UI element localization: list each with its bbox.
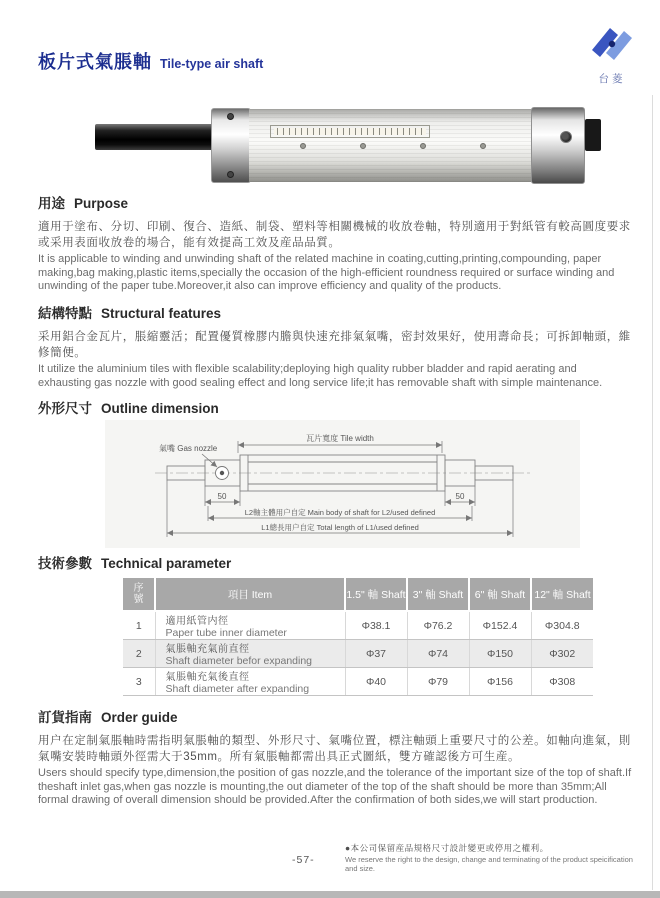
purpose-section <box>38 192 632 293</box>
purpose-body-zh: 適用于塗布、分切、印刷、復合、造紙、制袋、塑料等相關機械的收放卷軸，特別適用于對紙管有較高圓度要求或采用表面收放卷的場合，能有效提高工效及産品品質。 <box>38 221 631 250</box>
photo-gas-nozzle <box>560 131 572 143</box>
purpose-heading-en: Purpose <box>74 196 129 211</box>
photo-screw-icon <box>420 143 426 149</box>
bullet-icon: ● <box>345 843 351 853</box>
drawing-gas-nozzle-label: 氣嘴 Gas nozzle <box>159 444 218 453</box>
purpose-body-en: It is applicable to winding and unwinding shaft of the related machine in coating,cutting,printing,compounding, paper making,bag making,plastic items,specially the occasion of the high-efficient roundness required or surface winding and unwinding of the paper tube.Moreover,it also can improve efficiency and quality of the products. <box>38 253 615 292</box>
outline-heading <box>38 397 632 417</box>
row-item: 氣脹軸充氣後直徑 Shaft diameter after expanding <box>155 668 345 696</box>
features-body-zh: 采用鋁合金瓦片，脹縮靈活；配置優質橡膠内膽與快速充排氣氣嘴，密封效果好，使用壽命長；可拆卸軸頭，維修簡便。 <box>38 331 631 360</box>
footer-note-en: We reserve the right to the design, change and terminating of the product speicification and size. <box>345 855 633 873</box>
features-heading-zh: 結構特點 <box>38 306 92 321</box>
photo-shaft-journal-left <box>95 124 215 150</box>
features-section <box>38 302 632 390</box>
photo-screw-icon <box>227 171 234 178</box>
table-header-shaft-4: 12" 軸 Shaft <box>531 578 593 611</box>
drawing-dim50-right-label: 50 <box>455 492 465 501</box>
outline-heading-zh: 外形尺寸 <box>38 401 92 416</box>
page-title <box>38 48 263 74</box>
features-body-en: It utilize the aluminium tiles with flexible scalability;deploying high quality rubber bladder and rapid aerating and exhausting gas nozzle with good sealing effect and long service life;it has removable shaft with simple maintenance. <box>38 363 603 389</box>
photo-screw-icon <box>300 143 306 149</box>
table-header-shaft-2: 3" 軸 Shaft <box>407 578 469 611</box>
page-title-en: Tile-type air shaft <box>160 57 264 71</box>
row-value: Φ38.1 <box>345 611 407 640</box>
photo-screw-icon <box>480 143 486 149</box>
drawing-dim50-left-label: 50 <box>217 492 227 501</box>
row-value: Φ156 <box>469 668 531 696</box>
table-row <box>123 611 593 640</box>
row-index: 1 <box>123 611 155 640</box>
photo-aluminium-body <box>249 109 531 182</box>
photo-shaft-stub-right <box>585 119 601 151</box>
row-index: 2 <box>123 640 155 668</box>
features-heading-en: Structural features <box>101 306 222 321</box>
parameters-heading <box>38 552 632 572</box>
row-value: Φ308 <box>531 668 593 696</box>
drawing-tile-width-label: 瓦片寬度 Tile width <box>306 434 374 443</box>
purpose-heading-zh: 用途 <box>38 196 65 211</box>
order-heading <box>38 706 632 726</box>
order-guide-section <box>38 706 632 807</box>
table-header-index: 序 號 <box>123 578 155 611</box>
row-value: Φ74 <box>407 640 469 668</box>
order-heading-en: Order guide <box>101 710 178 725</box>
table-header-item: 項目 Item <box>155 578 345 611</box>
parameters-heading-zh: 技術參數 <box>38 556 92 571</box>
footer-note <box>345 842 645 873</box>
table-header-row <box>123 578 593 611</box>
purpose-heading <box>38 192 632 212</box>
photo-ruler-strip <box>270 125 430 138</box>
company-logo-icon <box>590 24 634 64</box>
drawing-gas-nozzle-dot <box>220 471 224 475</box>
drawing-l2-label: L2軸主體用户自定 Main body of shaft for L2/used defined <box>244 508 436 517</box>
row-value: Φ150 <box>469 640 531 668</box>
drawing-gas-nozzle-leader <box>202 454 217 467</box>
table-header-shaft-1: 1.5" 軸 Shaft <box>345 578 407 611</box>
row-value: Φ79 <box>407 668 469 696</box>
row-item: 適用紙管内徑 Paper tube inner diameter <box>155 611 345 640</box>
order-heading-zh: 訂貨指南 <box>38 710 92 725</box>
page-bottom-edge <box>0 891 660 898</box>
row-value: Φ152.4 <box>469 611 531 640</box>
order-body-en: Users should specify type,dimension,the position of gas nozzle,and the tolerance of the important size of the top of shaft.If theshaft inlet gas,when gas nozzle is mounting,the out diameter of the top of the shaft should be more than 35mm;All formal drawing of overall dimension should be provided.After the confirmation of both sides,we will start production. <box>38 767 632 806</box>
row-item: 氣脹軸充氣前直徑 Shaft diameter befor expanding <box>155 640 345 668</box>
page-number: -57- <box>292 854 315 866</box>
footer-note-zh: ●本公司保留産品規格尺寸設計變更或停用之權利。 <box>345 843 549 853</box>
row-value: Φ302 <box>531 640 593 668</box>
outline-section-heading <box>38 397 632 417</box>
order-body-zh: 用户在定制氣脹軸時需指明氣脹軸的類型、外形尺寸、氣嘴位置，標注軸頭上重要尺寸的公差。如軸向進氣，則氣嘴安裝時軸頭外徑需大于35mm。所有氣脹軸都需出具正式圖紙，雙方確認後方可生産。 <box>38 735 631 764</box>
drawing-l1-label: L1總長用户自定 Total length of L1/used defined <box>261 523 419 532</box>
page-title-zh: 板片式氣脹軸 <box>38 52 152 72</box>
row-value: Φ40 <box>345 668 407 696</box>
features-heading <box>38 302 632 322</box>
photo-end-cap-right <box>531 107 585 184</box>
outline-dimension-drawing <box>105 420 580 548</box>
page-right-edge <box>652 95 653 890</box>
row-value: Φ37 <box>345 640 407 668</box>
parameters-heading-en: Technical parameter <box>101 556 232 571</box>
row-value: Φ304.8 <box>531 611 593 640</box>
photo-screw-icon <box>360 143 366 149</box>
outline-heading-en: Outline dimension <box>101 401 219 416</box>
photo-screw-icon <box>227 113 234 120</box>
company-logo-text: 台菱 <box>598 73 626 85</box>
table-row <box>123 668 593 696</box>
row-index: 3 <box>123 668 155 696</box>
table-row <box>123 640 593 668</box>
parameter-table <box>123 578 593 696</box>
product-photo <box>0 103 660 188</box>
row-value: Φ76.2 <box>407 611 469 640</box>
parameters-section-heading <box>38 552 632 572</box>
company-logo <box>584 24 640 86</box>
table-header-shaft-3: 6" 軸 Shaft <box>469 578 531 611</box>
